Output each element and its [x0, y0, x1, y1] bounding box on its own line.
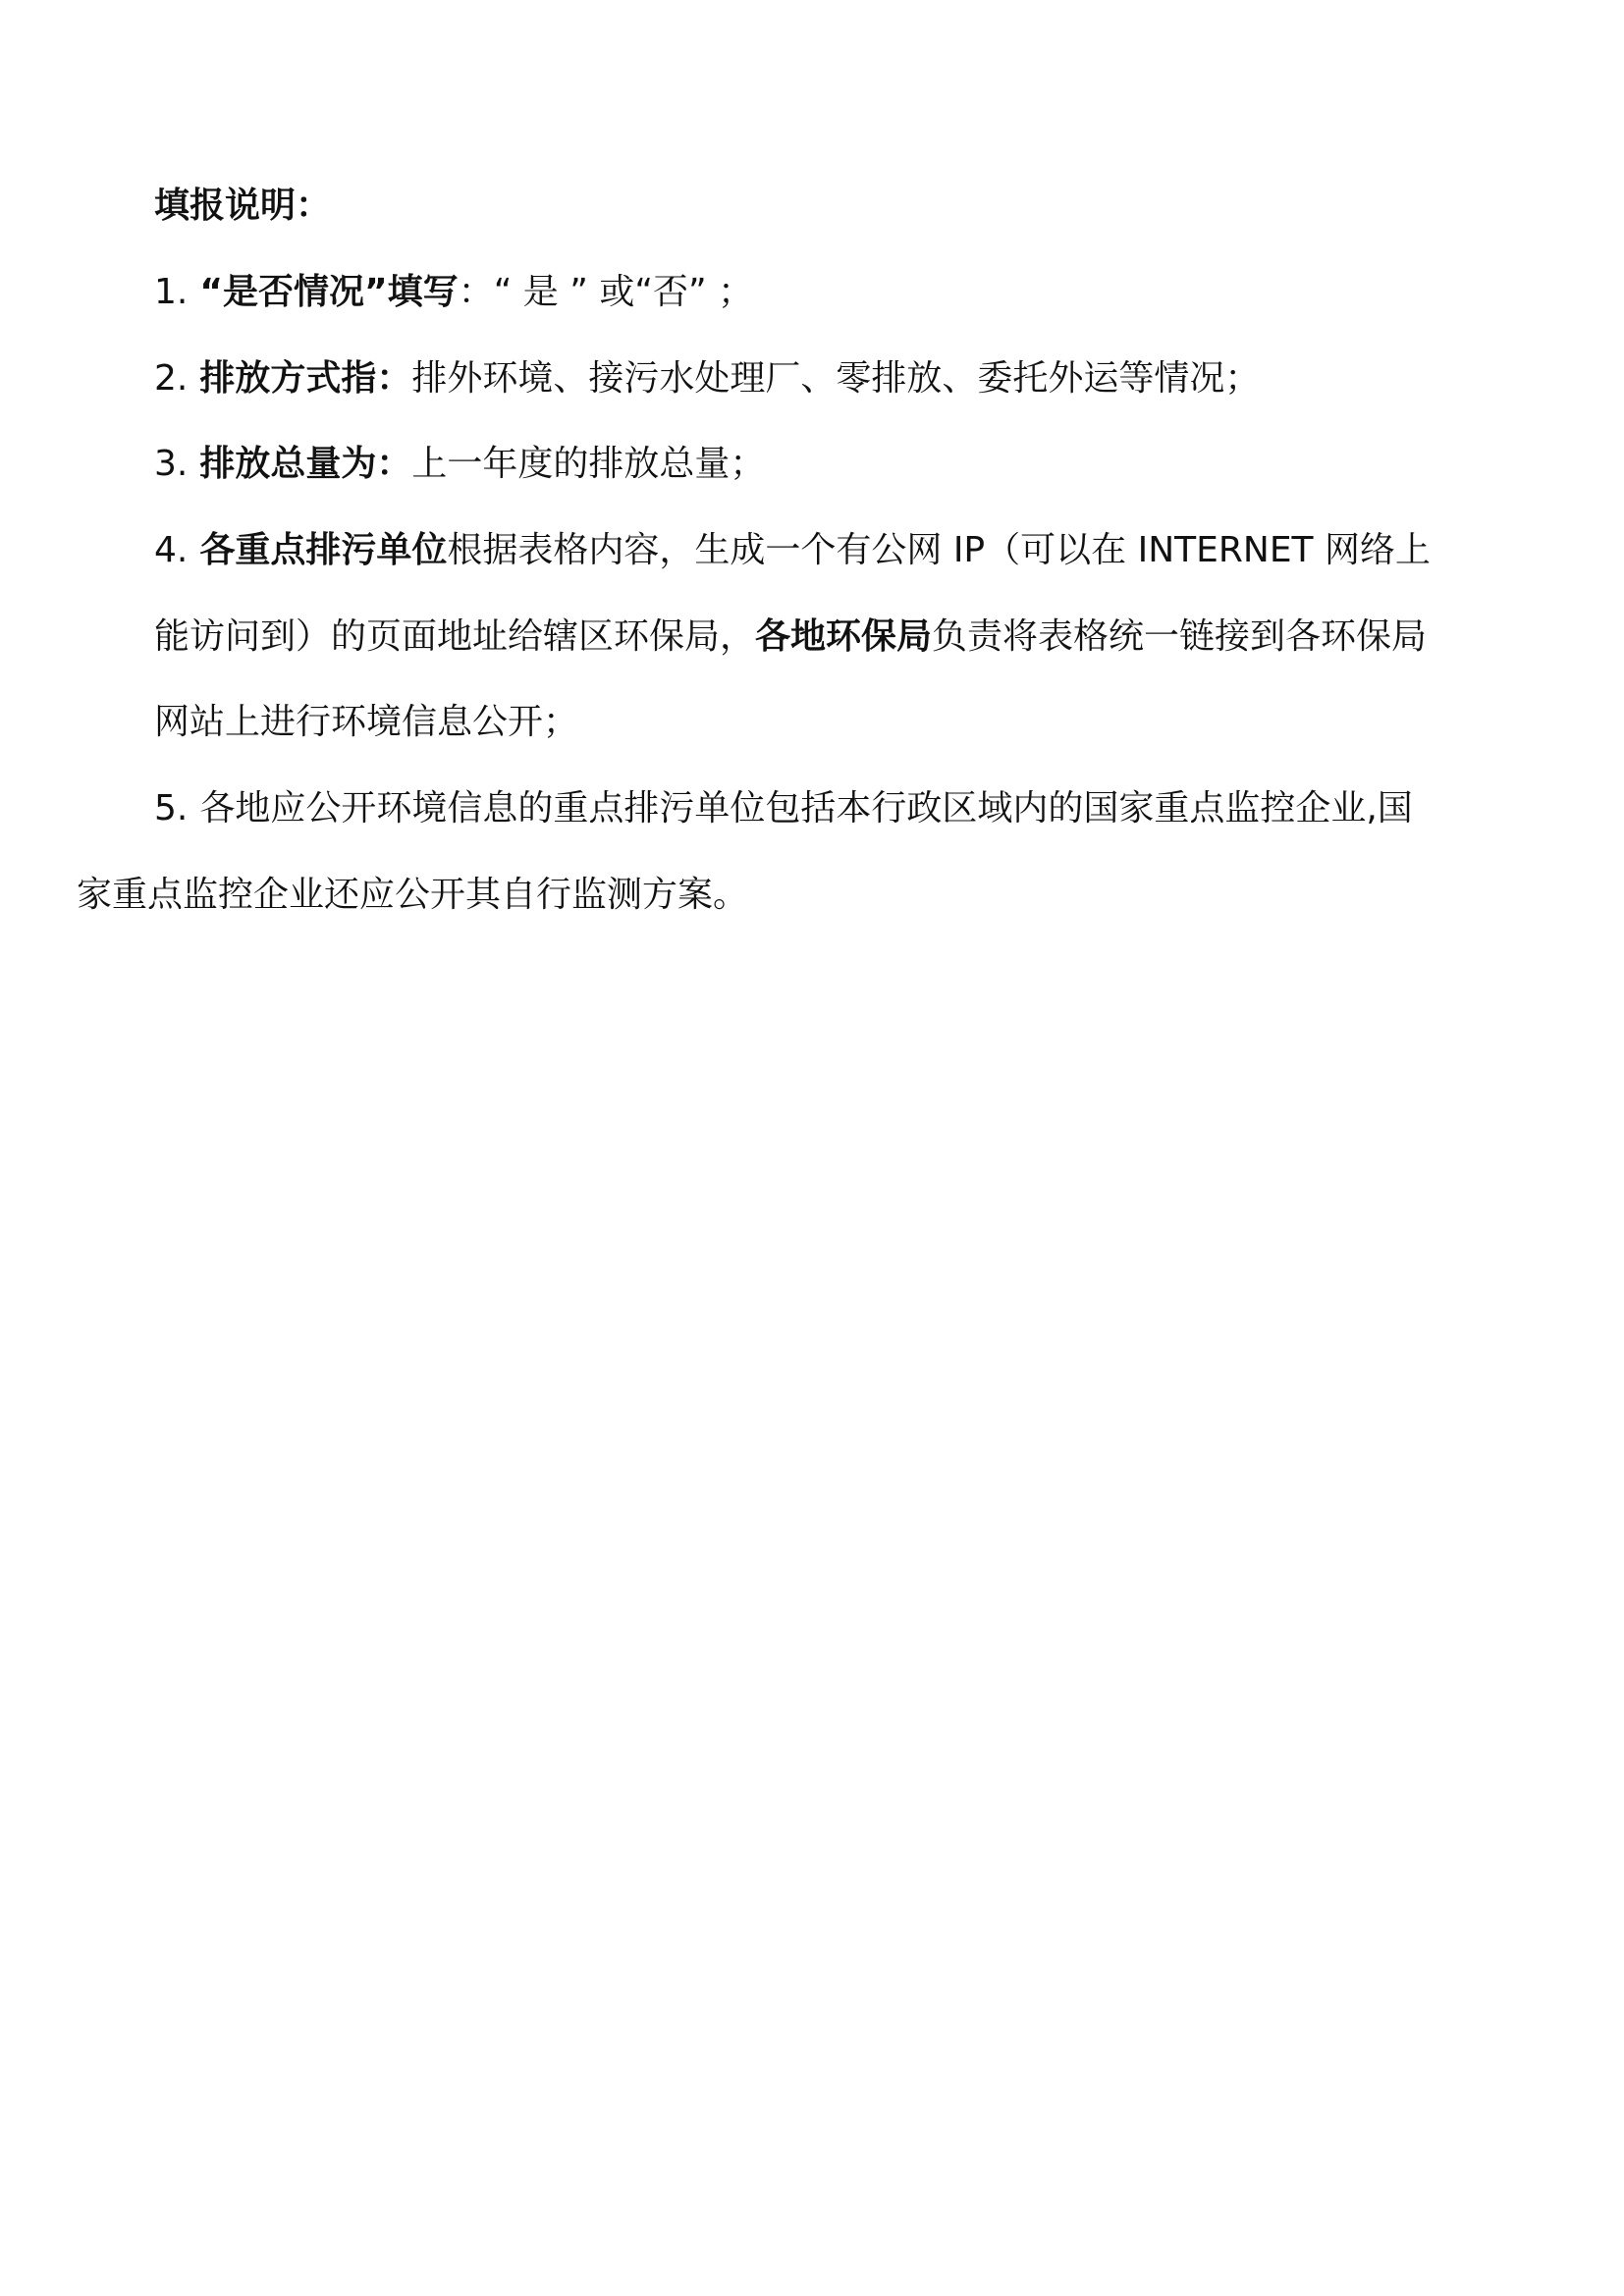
item-number: 1. — [154, 272, 189, 312]
item-text: 负责将表格统一链接到各环保局 — [932, 616, 1428, 657]
item-text: 家重点监控企业还应公开其自行监测方案。 — [77, 875, 749, 915]
instruction-item-5-line-2 — [77, 874, 748, 917]
instruction-item-1 — [154, 271, 753, 314]
item-text: 能访问到）的页面地址给辖区环保局， — [154, 616, 756, 657]
item-label: 排放总量为： — [199, 444, 412, 484]
item-label: 各重点排污单位 — [199, 530, 448, 570]
item-text: 各地应公开环境信息的重点排污单位包括本行政区域内的国家重点监控企业,国 — [199, 788, 1413, 828]
item-number: 4. — [154, 530, 189, 570]
item-number: 5. — [154, 788, 189, 828]
item-label: 排放方式指： — [199, 358, 412, 399]
item-label: 各地环保局 — [755, 616, 933, 657]
instructions-heading: 填报说明： — [154, 186, 332, 226]
item-text: 排外环境、接污水处理厂、零排放、委托外运等情况； — [411, 358, 1261, 399]
instruction-item-4-line-2 — [154, 615, 1427, 659]
instruction-item-4-line-1 — [154, 529, 1431, 572]
item-text: 根据表格内容，生成一个有公网 IP（可以在 INTERNET 网络上 — [447, 530, 1431, 570]
item-text: 网站上进行环境信息公开； — [154, 702, 579, 742]
instruction-item-5-line-1 — [154, 787, 1413, 830]
item-text: ：“ 是 ” 或“否” ； — [458, 272, 754, 312]
item-text: 上一年度的排放总量； — [411, 444, 766, 484]
item-number: 3. — [154, 444, 189, 484]
instruction-item-4-line-3 — [154, 701, 578, 744]
instruction-item-2 — [154, 357, 1260, 400]
item-label: “是否情况”填写 — [199, 272, 459, 312]
item-number: 2. — [154, 358, 189, 399]
instruction-item-3 — [154, 443, 765, 486]
